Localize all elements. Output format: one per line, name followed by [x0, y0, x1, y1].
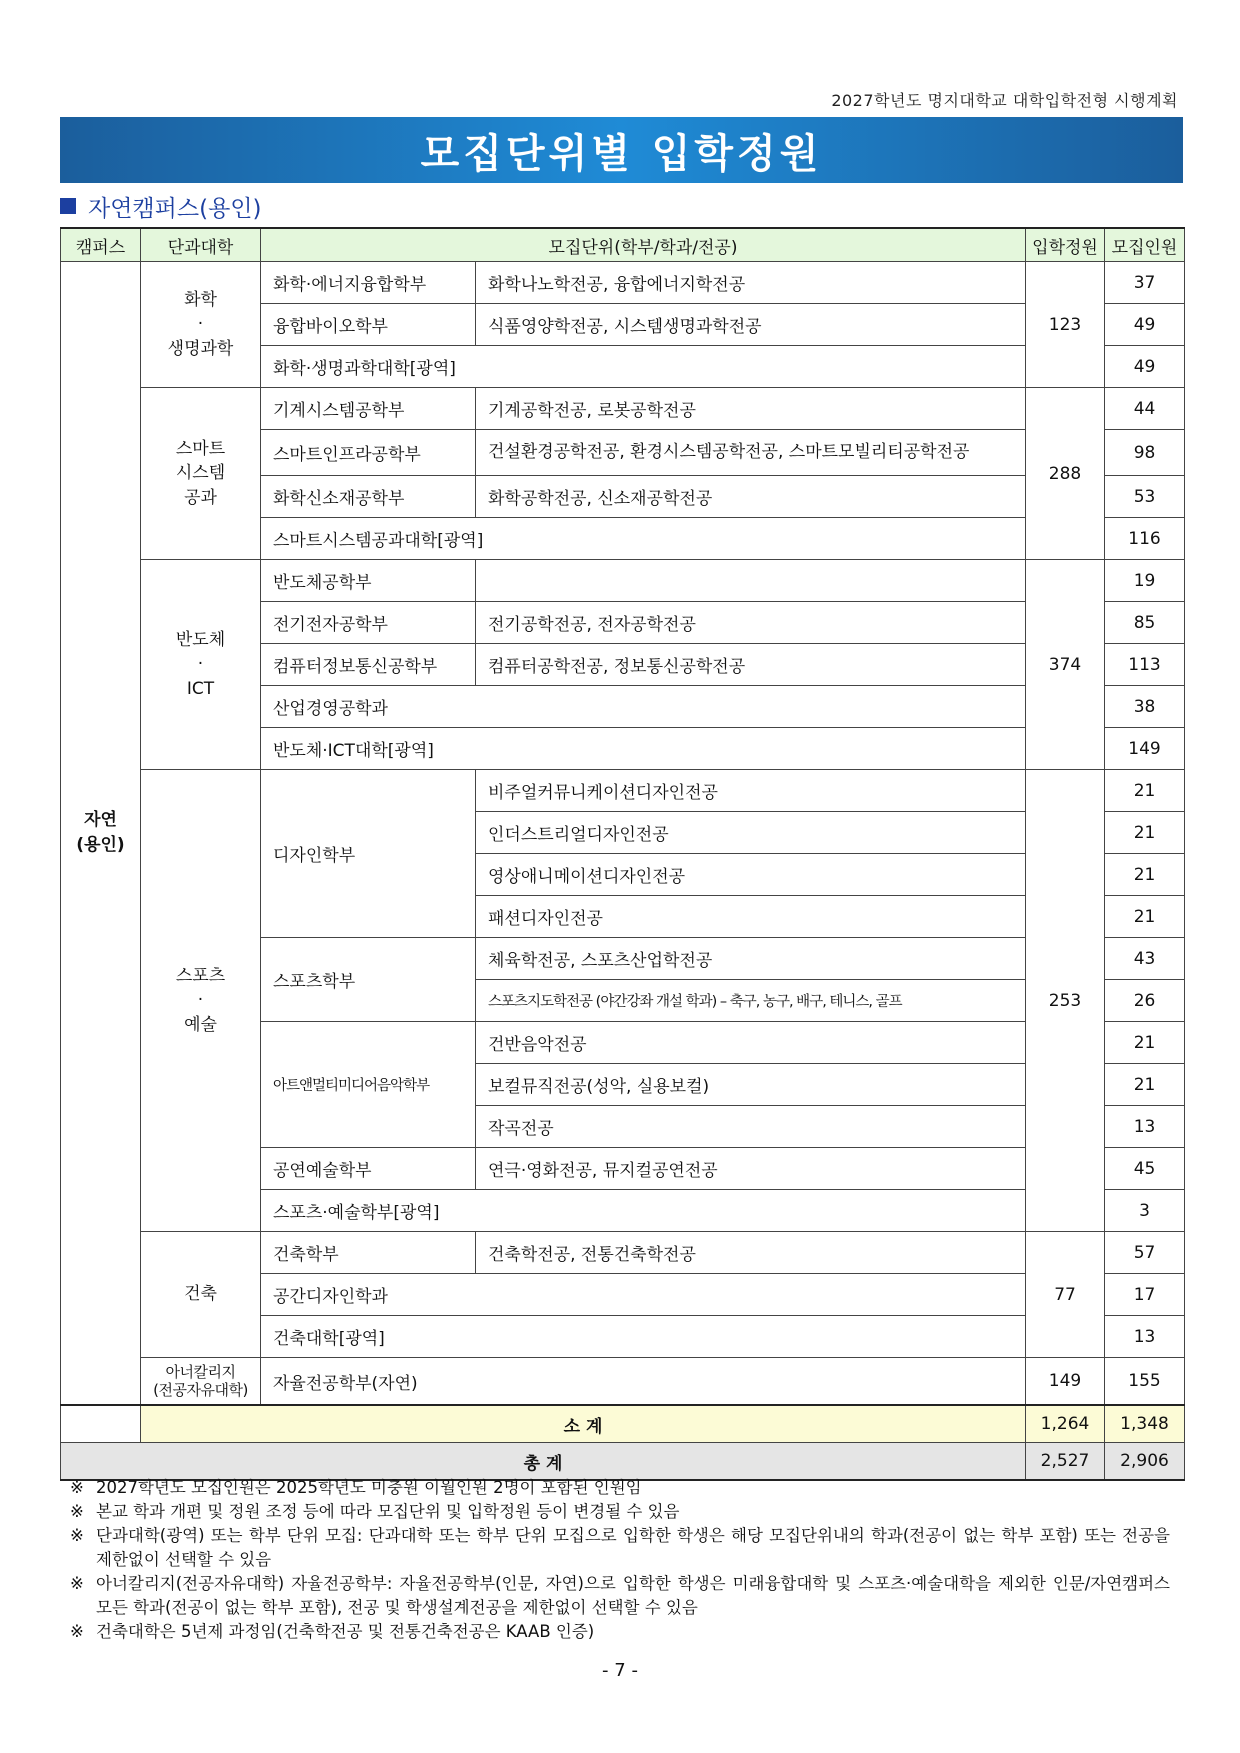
header-college: 단과대학: [141, 228, 261, 262]
recruit-cell: 37: [1105, 262, 1185, 304]
recruit-cell: 26: [1105, 980, 1185, 1022]
section-title-text: 자연캠퍼스(용인): [88, 195, 262, 222]
dept-cell: 반도체공학부: [261, 560, 476, 602]
college-honors: 아너칼리지 (전공자유대학): [141, 1358, 261, 1406]
major-cell: 비주얼커뮤니케이션디자인전공: [476, 770, 1026, 812]
quota-honors: 149: [1026, 1358, 1105, 1406]
note-mark: ※: [70, 1574, 84, 1593]
note-text: 단과대학(광역) 또는 학부 단위 모집: 단과대학 또는 학부 단위 모집으로 입학한 학생은 해당 모집단위내의 학과(전공이 없는 학부 포함) 또는 전공을 제한없이 선택할 수 있음: [96, 1526, 1170, 1569]
note-item: [70, 1500, 1170, 1524]
total-recruit: 2,906: [1105, 1443, 1185, 1481]
recruit-cell: 17: [1105, 1274, 1185, 1316]
dept-cell: 공간디자인학과: [261, 1274, 1026, 1316]
recruit-cell: 13: [1105, 1106, 1185, 1148]
dept-cell: 화학·에너지융합학부: [261, 262, 476, 304]
recruit-cell: 155: [1105, 1358, 1185, 1406]
major-cell: 컴퓨터공학전공, 정보통신공학전공: [476, 644, 1026, 686]
quota-semi: 374: [1026, 560, 1105, 770]
recruit-cell: 21: [1105, 1022, 1185, 1064]
document-header: 2027학년도 명지대학교 대학입학전형 시행계획: [831, 91, 1178, 110]
quota-sports: 253: [1026, 770, 1105, 1232]
recruit-cell: 116: [1105, 518, 1185, 560]
page-number: - 7 -: [602, 1660, 638, 1681]
recruit-cell: 57: [1105, 1232, 1185, 1274]
dept-cell: 컴퓨터정보통신공학부: [261, 644, 476, 686]
recruit-cell: 53: [1105, 476, 1185, 518]
note-mark: ※: [70, 1502, 84, 1521]
dept-cell: 반도체·ICT대학[광역]: [261, 728, 1026, 770]
recruit-cell: 43: [1105, 938, 1185, 980]
quota-table: [60, 227, 1185, 1481]
dept-cell: 건축대학[광역]: [261, 1316, 1026, 1358]
dept-cell: 전기전자공학부: [261, 602, 476, 644]
recruit-cell: 13: [1105, 1316, 1185, 1358]
major-cell: 연극·영화전공, 뮤지컬공연전공: [476, 1148, 1026, 1190]
total-quota: 2,527: [1026, 1443, 1105, 1481]
recruit-cell: 45: [1105, 1148, 1185, 1190]
recruit-cell: 44: [1105, 388, 1185, 430]
major-cell: 전기공학전공, 전자공학전공: [476, 602, 1026, 644]
recruit-cell: 19: [1105, 560, 1185, 602]
major-cell: 영상애니메이션디자인전공: [476, 854, 1026, 896]
campus-cell: 자연 (용인): [61, 262, 141, 1406]
major-cell: 작곡전공: [476, 1106, 1026, 1148]
note-text: 건축대학은 5년제 과정임(건축학전공 및 전통건축전공은 KAAB 인증): [96, 1622, 595, 1641]
note-mark: ※: [70, 1526, 84, 1545]
college-semi: 반도체 · ICT: [141, 560, 261, 770]
major-cell: 인더스트리얼디자인전공: [476, 812, 1026, 854]
note-text: 아너칼리지(전공자유대학) 자율전공학부: 자율전공학부(인문, 자연)으로 입학한 학생은 미래융합대학 및 스포츠·예술대학을 제외한 인문/자연캠퍼스 모든 학과(전공이 없는 학부 포함), 전공 및 학생설계전공을 제한없이 선택할 수 있음: [96, 1574, 1170, 1617]
recruit-cell: 49: [1105, 304, 1185, 346]
major-cell: 건축학전공, 전통건축학전공: [476, 1232, 1026, 1274]
total-label: 총 계: [61, 1443, 1026, 1481]
note-mark: ※: [70, 1478, 84, 1497]
major-cell: 건설환경공학전공, 환경시스템공학전공, 스마트모빌리티공학전공: [476, 430, 1026, 476]
recruit-cell: 21: [1105, 1064, 1185, 1106]
dept-cell: 디자인학부: [261, 770, 476, 938]
dept-cell: 공연예술학부: [261, 1148, 476, 1190]
recruit-cell: 21: [1105, 854, 1185, 896]
square-bullet-icon: [60, 198, 76, 214]
subtotal-row: [61, 1405, 1185, 1443]
major-cell: 건반음악전공: [476, 1022, 1026, 1064]
recruit-cell: 21: [1105, 770, 1185, 812]
major-cell: 보컬뮤직전공(성악, 실용보컬): [476, 1064, 1026, 1106]
major-cell: 화학나노학전공, 융합에너지학전공: [476, 262, 1026, 304]
table-row: [61, 1232, 1185, 1274]
recruit-cell: 38: [1105, 686, 1185, 728]
table-row: [61, 262, 1185, 304]
note-item: [70, 1524, 1170, 1572]
recruit-cell: 85: [1105, 602, 1185, 644]
subtotal-spacer: [61, 1405, 141, 1443]
recruit-cell: 113: [1105, 644, 1185, 686]
notes: [70, 1476, 1170, 1644]
major-cell: 체육학전공, 스포츠산업학전공: [476, 938, 1026, 980]
quota-arch: 77: [1026, 1232, 1105, 1358]
college-arch: 건축: [141, 1232, 261, 1358]
recruit-cell: 149: [1105, 728, 1185, 770]
table-row: [61, 560, 1185, 602]
subtotal-label: 소 계: [141, 1405, 1026, 1443]
college-smart: 스마트 시스템 공과: [141, 388, 261, 560]
table-row: [61, 388, 1185, 430]
header-unit: 모집단위(학부/학과/전공): [261, 228, 1026, 262]
dept-cell: 자율전공학부(자연): [261, 1358, 1026, 1406]
dept-cell: 스마트시스템공과대학[광역]: [261, 518, 1026, 560]
recruit-cell: 3: [1105, 1190, 1185, 1232]
recruit-cell: 21: [1105, 812, 1185, 854]
page-title: 모집단위별 입학정원: [60, 117, 1183, 183]
note-item: [70, 1572, 1170, 1620]
note-item: [70, 1620, 1170, 1644]
dept-cell: 산업경영공학과: [261, 686, 1026, 728]
dept-cell: 스포츠·예술학부[광역]: [261, 1190, 1026, 1232]
quota-chem: 123: [1026, 262, 1105, 388]
header-campus: 캠퍼스: [61, 228, 141, 262]
note-mark: ※: [70, 1622, 84, 1641]
subtotal-quota: 1,264: [1026, 1405, 1105, 1443]
major-cell: 패션디자인전공: [476, 896, 1026, 938]
total-row: [61, 1443, 1185, 1481]
recruit-cell: 98: [1105, 430, 1185, 476]
recruit-cell: 49: [1105, 346, 1185, 388]
dept-cell: 아트앤멀티미디어음악학부: [261, 1022, 476, 1148]
dept-cell: 스마트인프라공학부: [261, 430, 476, 476]
college-sports: 스포츠 · 예술: [141, 770, 261, 1232]
section-title: [60, 190, 261, 222]
dept-cell: 건축학부: [261, 1232, 476, 1274]
major-cell: 화학공학전공, 신소재공학전공: [476, 476, 1026, 518]
dept-cell: 화학신소재공학부: [261, 476, 476, 518]
dept-cell: 기계시스템공학부: [261, 388, 476, 430]
note-text: 본교 학과 개편 및 정원 조정 등에 따라 모집단위 및 입학정원 등이 변경될 수 있음: [96, 1502, 680, 1521]
major-cell: 기계공학전공, 로봇공학전공: [476, 388, 1026, 430]
table-row: [61, 1358, 1185, 1406]
college-chem: 화학 · 생명과학: [141, 262, 261, 388]
subtotal-recruit: 1,348: [1105, 1405, 1185, 1443]
dept-cell: 화학·생명과학대학[광역]: [261, 346, 1026, 388]
header-recruit: 모집인원: [1105, 228, 1185, 262]
recruit-cell: 21: [1105, 896, 1185, 938]
major-cell: [476, 560, 1026, 602]
header-quota: 입학정원: [1026, 228, 1105, 262]
major-cell: 스포츠지도학전공 (야간강좌 개설 학과) – 축구, 농구, 배구, 테니스, 골프: [476, 980, 1026, 1022]
quota-smart: 288: [1026, 388, 1105, 560]
note-text: 2027학년도 모집인원은 2025학년도 미충원 이월인원 2명이 포함된 인원임: [96, 1478, 642, 1497]
note-item: [70, 1476, 1170, 1500]
dept-cell: 융합바이오학부: [261, 304, 476, 346]
dept-cell: 스포츠학부: [261, 938, 476, 1022]
table-header-row: [61, 228, 1185, 262]
table-row: [61, 770, 1185, 812]
major-cell: 식품영양학전공, 시스템생명과학전공: [476, 304, 1026, 346]
